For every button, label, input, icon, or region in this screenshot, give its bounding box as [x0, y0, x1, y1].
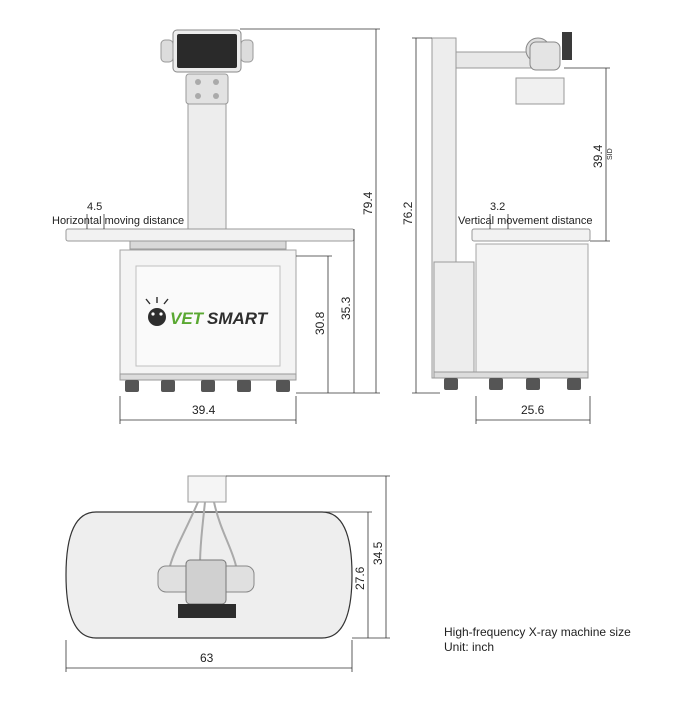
dim-base-height-label: 30.8: [313, 311, 327, 335]
dim-side-height-label: 76.2: [401, 201, 415, 225]
dim-sid-value: 39.4: [591, 144, 605, 168]
caster: [444, 378, 458, 390]
dim-top-inner-width-label: 27.6: [353, 566, 367, 590]
caption-unit: Unit: inch: [444, 640, 495, 654]
monitor-display: [177, 34, 237, 68]
side-cabinet: [476, 244, 588, 372]
logo-dog-icon: [148, 308, 166, 326]
caption-title: High-frequency X-ray machine size: [444, 625, 631, 639]
top-tube-center: [186, 560, 226, 604]
mount-knob: [195, 79, 201, 85]
dim-table-height-label: 35.3: [339, 296, 353, 320]
monitor-bracket-right: [241, 40, 253, 62]
dim-side-depth-label: 25.6: [521, 403, 545, 417]
caster: [161, 380, 175, 392]
front-base: [120, 374, 296, 380]
side-arm: [456, 52, 536, 68]
front-casters: [125, 380, 290, 392]
dim-horizontal-move-value: 4.5: [87, 201, 103, 213]
dim-front-width: [120, 396, 296, 424]
dim-table-height: [339, 229, 354, 393]
dim-vertical-move-value: 3.2: [490, 201, 506, 213]
top-view: [66, 476, 390, 672]
caster: [276, 380, 290, 392]
table-rail: [130, 241, 286, 249]
caption: [444, 625, 631, 654]
caster: [526, 378, 540, 390]
dim-sid-label: SID: [607, 148, 614, 160]
caster: [567, 378, 581, 390]
dim-top-length-label: 63: [200, 651, 214, 665]
dim-front-width-label: 39.4: [192, 403, 216, 417]
dim-top-length: [66, 640, 352, 672]
dim-base-height: [296, 256, 332, 393]
side-monitor: [562, 32, 572, 60]
side-view: [401, 32, 614, 424]
side-base: [434, 372, 588, 378]
mount-knob: [195, 93, 201, 99]
dim-top-outer-width-label: 34.5: [371, 541, 385, 565]
front-view: [52, 29, 380, 424]
caster: [201, 380, 215, 392]
dim-horizontal-move: [52, 201, 184, 229]
caster: [489, 378, 503, 390]
side-table-top: [472, 229, 590, 241]
top-collimator: [178, 604, 236, 618]
side-casters: [444, 378, 581, 390]
column-mount: [186, 74, 228, 104]
collimator: [516, 78, 564, 104]
dim-total-height-label: 79.4: [361, 191, 375, 215]
mount-knob: [213, 79, 219, 85]
side-column-foot: [434, 262, 474, 374]
dim-vertical-move-label: Vertical movement distance: [458, 215, 593, 227]
mount-knob: [213, 93, 219, 99]
dim-vertical-move: [458, 201, 593, 229]
monitor-bracket-left: [161, 40, 173, 62]
dim-side-depth: [476, 396, 590, 424]
caster: [237, 380, 251, 392]
caster: [125, 380, 139, 392]
tube-housing: [530, 42, 560, 70]
dim-horizontal-move-label: Horizontal moving distance: [52, 215, 185, 227]
front-column: [188, 104, 226, 230]
top-column-block: [188, 476, 226, 502]
brand-name-vet: VET: [170, 309, 204, 328]
front-table-top: [66, 229, 354, 241]
brand-name-smart: SMART: [207, 309, 268, 328]
